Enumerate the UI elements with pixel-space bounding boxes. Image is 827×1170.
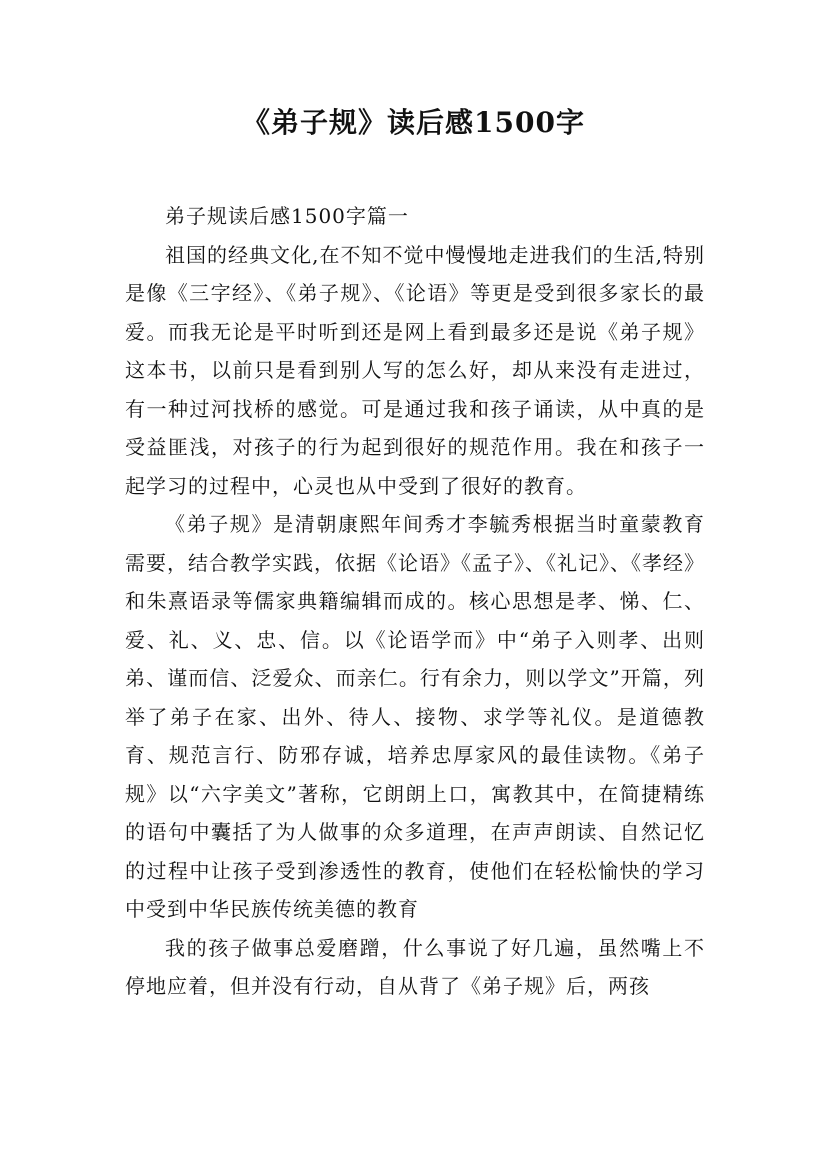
paragraph-3: 我的孩子做事总爱磨蹭，什么事说了好几遍，虽然嘴上不停地应着，但并没有行动，自从背了《弟子规》后，两孩 [125,935,705,998]
paragraph-1: 祖国的经典文化,在不知不觉中慢慢地走进我们的生活,特别是像《三字经》、《弟子规》、《论语》等更是受到很多家长的最爱。而我无论是平时听到还是网上看到最多还是说《弟子规》这本书，以前只是看到别人写的怎么好，却从来没有走进过，有一种过河找桥的感觉。可是通过我和孩子诵读，从中真的是受益匪浅，对孩子的行为起到很好的规范作用。我在和孩子一起学习的过程中，心灵也从中受到了很好的教育。 [125,242,705,498]
section-heading: 弟子规读后感1500字篇一 [165,204,409,228]
document-body [125,197,705,1006]
paragraph-2: 《弟子规》是清朝康熙年间秀才李毓秀根据当时童蒙教育需要，结合教学实践，依据《论语》《孟子》、《礼记》、《孝经》和朱熹语录等儒家典籍编辑而成的。核心思想是孝、悌、仁、爱、礼、义、忠、信。以《论语学而》中“弟子入则孝、出则弟、谨而信、泛爱众、而亲仁。行有余力，则以学文”开篇，列举了弟子在家、出外、待人、接物、求学等礼仪。是道德教育、规范言行、防邪存诚，培养忠厚家风的最佳读物。《弟子规》以“六字美文”著称，它朗朗上口，寓教其中，在简捷精练的语句中囊括了为人做事的众多道理，在声声朗读、自然记忆的过程中让孩子受到渗透性的教育，使他们在轻松愉快的学习中受到中华民族传统美德的教育 [125,512,705,921]
document-title: 《弟子规》读后感1500字 [242,106,585,139]
